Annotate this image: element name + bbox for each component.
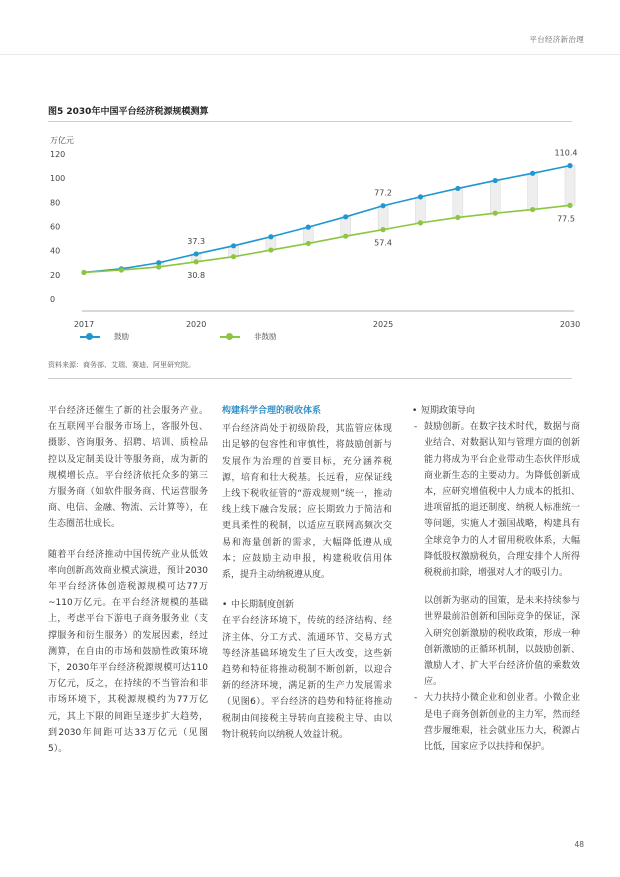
data-point-incentive xyxy=(567,163,572,168)
data-point-no-incentive xyxy=(567,203,572,208)
data-point-incentive xyxy=(194,251,199,256)
tax-source-chart xyxy=(40,132,590,354)
legend-label-incentive: 鼓励 xyxy=(114,332,129,341)
column-left xyxy=(48,403,208,771)
y-tick-label: 20 xyxy=(50,270,61,280)
chart-svg xyxy=(40,132,590,354)
data-point-incentive xyxy=(418,194,423,199)
data-point-incentive xyxy=(231,243,236,248)
running-header: 平台经济新治理 xyxy=(529,35,584,44)
data-point-no-incentive xyxy=(194,259,199,264)
data-point-incentive xyxy=(268,234,273,239)
data-point-no-incentive xyxy=(156,264,161,269)
figure-source: 资料来源：商务部、艾瑞、赛迪、阿里研究院。 xyxy=(48,361,195,369)
data-point-no-incentive xyxy=(306,241,311,246)
data-point-no-incentive xyxy=(343,234,348,239)
data-label: 77.5 xyxy=(557,214,575,224)
figure-top-rule xyxy=(48,121,572,122)
data-point-incentive xyxy=(455,186,460,191)
page-number: 48 xyxy=(574,840,584,849)
y-tick-label: 40 xyxy=(50,246,61,256)
data-point-no-incentive xyxy=(231,254,236,259)
data-label: 77.2 xyxy=(374,188,392,198)
header-divider xyxy=(0,54,620,55)
dash-item-text: 大力扶持小微企业和创业者。小微企业是电子商务创新创业的主力军，然而经营步履维艰，社会就业压力大，税源占比低，国家应予以扶持和保护。 xyxy=(424,693,580,753)
data-label: 110.4 xyxy=(554,148,578,158)
dash-marker: - xyxy=(414,693,418,704)
paragraph-long-term-innovation: 在平台经济环境下，传统的经济结构、经济主体、分工方式、流通环节、交易方式等经济基础环境发生了巨大改变，这些新趋势和特征将推动税制不断创新，以迎合新的经济环境，满足新的生产力发展需求（见图6）。平台经济的趋势和特征将推动税制由间接税主导转向直接税主导、由以物计税转向以纳税人效益计税。 xyxy=(222,616,392,740)
x-tick-label: 2020 xyxy=(185,320,207,329)
y-axis-label: 万亿元 xyxy=(50,136,74,145)
data-point-no-incentive xyxy=(418,220,423,225)
data-point-no-incentive xyxy=(455,215,460,220)
dash-item-text: 鼓励创新。在数字技术时代，数据与商业结合、对数据认知与管理方面的创新能力将成为平台企业带动生态伙伴形成商业新生态的主要动力。为降低创新成本，应研究增值税中人力成本的抵扣、进项留抵的退还制度、纳税人标准统一等问题，实施人才强国战略，构建具有全球竞争力的人才留用税收体系，大幅降低股权激励税负，合理安排个人所得税税前扣除，增强对人才的吸引力。 xyxy=(424,422,580,579)
data-point-incentive xyxy=(493,178,498,183)
gap-bar xyxy=(378,206,388,230)
paragraph-innovation-policy: 以创新为驱动的国策，是未来持续参与世界最前沿创新和国际竞争的保证，深入研究创新激励的税收政策，形成一种创新激励的正循环机制，以鼓励创新、激励人才、扩大平台经济价值的乘数效应。 xyxy=(424,596,580,688)
x-tick-label: 2030 xyxy=(559,320,581,329)
bullet-long-term-innovation: • 中长期制度创新 xyxy=(222,597,392,613)
data-point-incentive xyxy=(343,214,348,219)
dash-item-encourage-innovation xyxy=(412,419,580,581)
column-right xyxy=(412,403,580,755)
y-tick-label: 80 xyxy=(50,198,61,208)
data-label: 57.4 xyxy=(374,238,392,248)
data-point-no-incentive xyxy=(380,227,385,232)
y-tick-label: 60 xyxy=(50,222,61,232)
x-tick-label: 2025 xyxy=(372,320,394,329)
figure-title: 图5 2030年中国平台经济税源规模测算 xyxy=(48,107,209,117)
y-tick-label: 120 xyxy=(50,150,66,159)
x-tick-label: 2017 xyxy=(73,320,95,329)
legend-marker-no-incentive xyxy=(226,333,233,340)
gap-bar xyxy=(490,181,500,214)
gap-bar xyxy=(528,173,538,209)
column-middle xyxy=(222,403,392,757)
paragraph-tax-source-forecast: 随着平台经济推动中国传统产业从低效率向创新高效商业模式演进，预计2030年平台经济体创造税源规模可达77万~110万亿元。在平台经济规模的基础上，考虑平台下游电子商务服务业（支撑服务和衍生服务）的发展因素，经过测算，在自由的市场和鼓励性政策环境下，2030年平台经济税源规模可达110万亿元，反之，在持续的不当管治和非市场环境下，其税源规模约为77万亿元，其上下限的间距呈逐步扩大趋势，到2030年间距可达33万亿元（见图5）。 xyxy=(48,549,208,755)
data-point-incentive xyxy=(530,171,535,176)
dash-marker: - xyxy=(414,422,418,433)
gap-bar xyxy=(415,197,425,223)
paragraph-service-industry: 平台经济还催生了新的社会服务产业。在互联网平台服务市场上，客服外包、摄影、咨询服务、招聘、培训、质检品控以及定制美设计等服务商，成为新的规模增长点。平台经济依托众多的第三方服务商（如软件服务商、代运营服务商、电信、金融、物流、云计算等），在生态圈茁壮成长。 xyxy=(48,406,208,530)
gap-bar xyxy=(453,188,463,217)
y-tick-label: 0 xyxy=(50,295,56,304)
dash-item-support-small-business xyxy=(412,690,580,755)
gap-bar xyxy=(565,166,575,206)
data-point-no-incentive xyxy=(493,211,498,216)
gap-bar xyxy=(341,217,351,236)
data-point-no-incentive xyxy=(530,207,535,212)
section-title-tax-system: 构建科学合理的税收体系 xyxy=(222,406,322,416)
data-label: 30.8 xyxy=(187,270,206,280)
data-label: 37.3 xyxy=(187,236,206,246)
data-point-incentive xyxy=(306,225,311,230)
legend-label-no-incentive: 非鼓励 xyxy=(254,332,277,341)
data-point-no-incentive xyxy=(119,267,124,272)
paragraph-tax-system: 平台经济尚处于初级阶段，其监管应体现出足够的包容性和审慎性，将鼓励创新与发展作为治理的首要目标，充分涵养税源，培育和壮大税基。长远看，应保证线上线下税收征管的“游戏规则”统一，推动线上线下融合发展；应长期致力于简洁和更具柔性的税制，以适应互联网高频次交易和海量创新的需求，大幅降低遵从成本；应鼓励主动申报，构建税收信用体系，提升主动纳税遵从度。 xyxy=(222,424,392,581)
data-point-no-incentive xyxy=(81,270,86,275)
data-point-incentive xyxy=(380,203,385,208)
bullet-short-term-policy: • 短期政策导向 xyxy=(412,403,580,419)
figure-bottom-rule xyxy=(48,378,572,379)
y-tick-label: 100 xyxy=(50,174,66,184)
data-point-no-incentive xyxy=(268,247,273,252)
legend-marker-incentive xyxy=(86,333,93,340)
